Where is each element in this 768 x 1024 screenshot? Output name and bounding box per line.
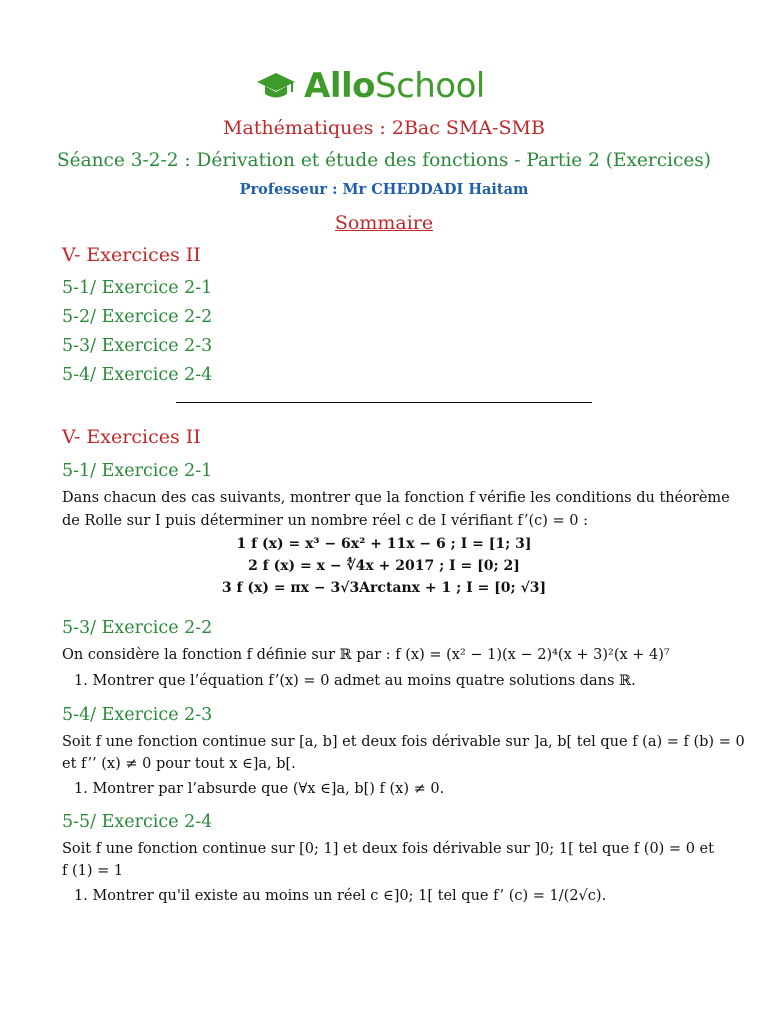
toc-item-4[interactable]: 5-4/ Exercice 2-4 — [62, 365, 213, 385]
exercise-1-equation-1: 1 f (x) = x³ − 6x² + 11x − 6 ; I = [1; 3] — [236, 536, 532, 552]
divider — [176, 402, 592, 403]
subject-title: Mathématiques : 2Bac SMA-SMB — [223, 117, 545, 139]
exercise-4-text-line2: f (1) = 1 — [62, 863, 124, 879]
exercise-1-title: 5-1/ Exercice 2-1 — [62, 461, 213, 481]
exercise-1-equation-2: 2 f (x) = x − ∜4x + 2017 ; I = [0; 2] — [248, 558, 520, 574]
exercise-1-text-line2: de Rolle sur I puis déterminer un nombre réel c de I vérifiant f’(c) = 0 : — [62, 513, 588, 529]
exercise-3-title: 5-4/ Exercice 2-3 — [62, 705, 213, 725]
summary-title: Sommaire — [334, 212, 434, 234]
exercise-2-title: 5-3/ Exercice 2-2 — [62, 618, 213, 638]
toc-item-2[interactable]: 5-2/ Exercice 2-2 — [62, 307, 213, 327]
toc-section[interactable]: V- Exercices II — [62, 244, 201, 266]
exercise-4-text-line1: Soit f une fonction continue sur [0; 1] et deux fois dérivable sur ]0; 1[ tel que f (0) = 0 et — [62, 841, 714, 857]
toc-item-3[interactable]: 5-3/ Exercice 2-3 — [62, 336, 213, 356]
exercise-1-equation-3: 3 f (x) = πx − 3√3Arctanx + 1 ; I = [0; √3] — [221, 580, 547, 596]
exercise-3-text-line1: Soit f une fonction continue sur [a, b] et deux fois dérivable sur ]a, b[ tel que f (a) = f (b) = 0 — [62, 734, 745, 750]
graduation-cap-icon — [256, 70, 296, 102]
exercise-4-title: 5-5/ Exercice 2-4 — [62, 812, 213, 832]
logo-text: AlloSchool — [304, 66, 485, 106]
section-heading: V- Exercices II — [62, 426, 201, 448]
exercise-2-question-1: 1. Montrer que l’équation f’(x) = 0 admet au moins quatre solutions dans ℝ. — [74, 673, 636, 689]
toc-item-1[interactable]: 5-1/ Exercice 2-1 — [62, 278, 213, 298]
seance-title: Séance 3-2-2 : Dérivation et étude des fonctions - Partie 2 (Exercices) — [56, 150, 711, 171]
exercise-2-text: On considère la fonction f définie sur ℝ par : f (x) = (x² − 1)(x − 2)⁴(x + 3)²(x + 4)⁷ — [62, 647, 670, 663]
professor-name: Professeur : Mr CHEDDADI Haitam — [239, 181, 529, 198]
exercise-1-text-line1: Dans chacun des cas suivants, montrer que la fonction f vérifie les conditions du théorème — [62, 490, 730, 506]
exercise-3-question-1: 1. Montrer par l’absurde que (∀x ∈]a, b[) f (x) ≠ 0. — [74, 781, 445, 797]
alloschool-logo[interactable] — [256, 66, 485, 106]
exercise-3-text-line2: et f’’ (x) ≠ 0 pour tout x ∈]a, b[. — [62, 756, 296, 772]
exercise-4-question-1: 1. Montrer qu'il existe au moins un réel c ∈]0; 1[ tel que f’ (c) = 1/(2√c). — [74, 888, 607, 904]
